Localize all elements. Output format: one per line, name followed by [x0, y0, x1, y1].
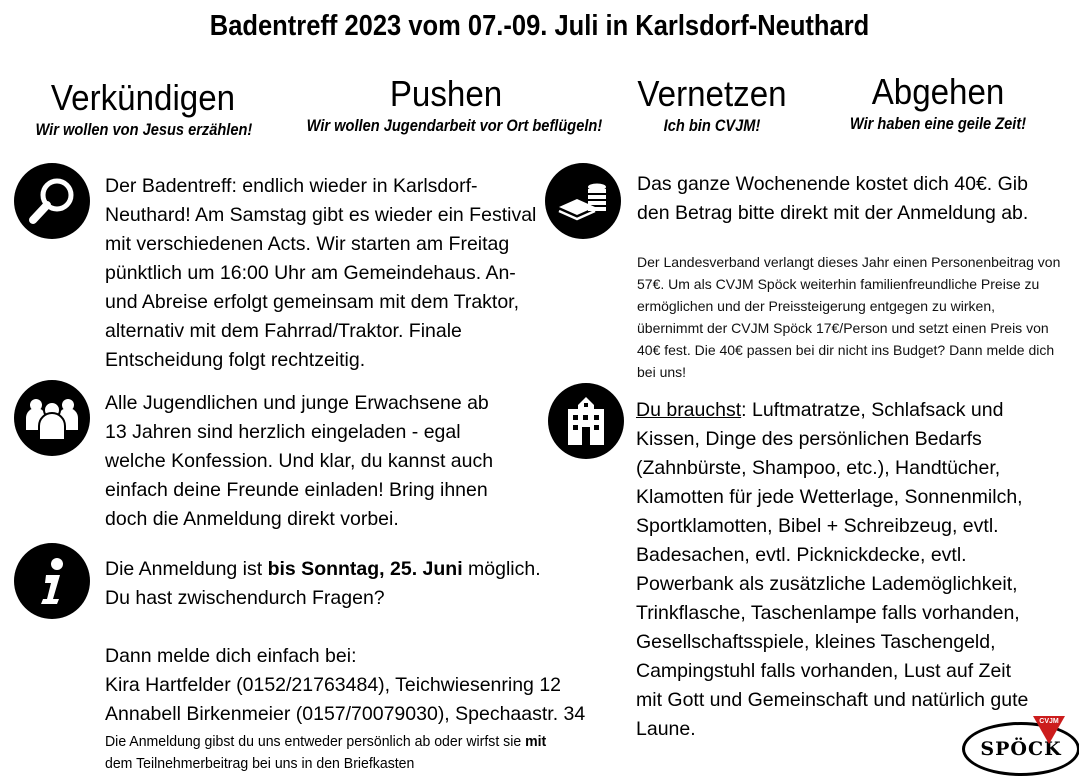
motto-pushen [284, 74, 608, 136]
info-icon [14, 543, 90, 619]
motto-abgehen [820, 72, 1056, 134]
motto-word: Pushen [389, 73, 503, 114]
money-icon [545, 163, 621, 239]
cost-text: Das ganze Wochenende kostet dich 40€. Gib den Betrag bitte direkt mit der Anmeldung ab. [637, 173, 1029, 224]
logo-badge: CVJM [1039, 718, 1059, 725]
building-icon [548, 383, 624, 459]
registration-question: Du hast zwischendurch Fragen? [105, 587, 385, 609]
motto-subtitle: Wir wollen Jugendarbeit vor Ort beflügeln! [306, 116, 603, 135]
motto-subtitle: Ich bin CVJM! [663, 116, 761, 135]
motto-subtitle: Wir haben eine geile Zeit! [849, 114, 1027, 133]
motto-word: Verkündigen [50, 77, 236, 118]
page-title: Badentreff 2023 vom 07.-09. Juli in Karlsdorf-Neuthard [209, 10, 870, 42]
deadline-date: bis Sonntag, 25. Juni [267, 558, 463, 580]
packing-label: Du brauchst [636, 399, 742, 421]
motto-subtitle: Wir wollen von Jesus erzählen! [35, 120, 253, 139]
invite-text: Alle Jugendlichen und junge Erwachsene ab 13 Jahren sind herzlich eingeladen - egal welche Konfession. Und klar, du kannst auch einfach deine Freunde einladen! Bring ihnen doch die Anmeldung direkt vorbei. [105, 392, 494, 530]
contact-kira: Kira Hartfelder (0152/21763484), Teichwiesenring 12 [105, 674, 562, 696]
registration-deadline: Die Anmeldung ist bis Sonntag, 25. Juni möglich. [105, 558, 541, 580]
contact-annabell: Annabell Birkenmeier (0157/70079030), Spechaastr. 34 [105, 703, 586, 725]
packing-list: Du brauchst: Luftmatratze, Schlafsack und Kissen, Dinge des persönlichen Bedarfs (Zahnbürste, Shampoo, etc.), Handtücher, Klamotten für jede Wetterlage, Sonnenmilch, Sportklamotten, Bibel + Schreibzeug, evtl. Badesachen, evtl. Picknickdecke, evtl. Powerbank als zusätzliche Lademöglichkeit, Trinkflasche, Taschenlampe falls vorhanden, Gesellschaftsspiele, kleines Taschengeld, Campingstuhl falls vorhanden, Lust auf Zeit mit Gott und Gemeinschaft und natürlich gute Laune. [636, 399, 1029, 740]
motto-word: Abgehen [871, 71, 1005, 112]
search-icon [14, 163, 90, 239]
motto-verkuendigen [18, 78, 268, 140]
intro-text: Der Badentreff: endlich wieder in Karlsdorf-Neuthard! Am Samstag gibt es wieder ein Festival mit verschiedenen Acts. Wir starten am Freitag pünktlich um 16:00 Uhr am Gemeindehaus. An- und Abreise erfolgt gemeinsam mit dem Traktor, alternativ mit dem Fahrrad/Traktor. Finale Entscheidung folgt rechtzeitig. [105, 175, 537, 371]
logo-name: SPÖCK [980, 738, 1062, 760]
contact-intro: Dann melde dich einfach bei: [105, 645, 357, 667]
registration-section [105, 555, 605, 775]
motto-vernetzen [622, 74, 802, 136]
registration-note: Die Anmeldung gibst du uns entweder persönlich ab oder wirfst sie mit dem Teilnehmerbeitrag bei uns in den Briefkasten [105, 733, 547, 772]
motto-word: Vernetzen [637, 73, 787, 114]
group-icon [14, 380, 90, 456]
cost-note: Der Landesverband verlangt dieses Jahr einen Personenbeitrag von 57€. Um als CVJM Spöck weiterhin familienfreundliche Preise zu ermöglichen und der Preissteigerung entgegen zu wirken, übernimmt der CVJM Spöck 17€/Person und setzt einen Preis von 40€ fest. Die 40€ passen bei dir nicht ins Budget? Dann melde dich bei uns! [637, 254, 1061, 380]
